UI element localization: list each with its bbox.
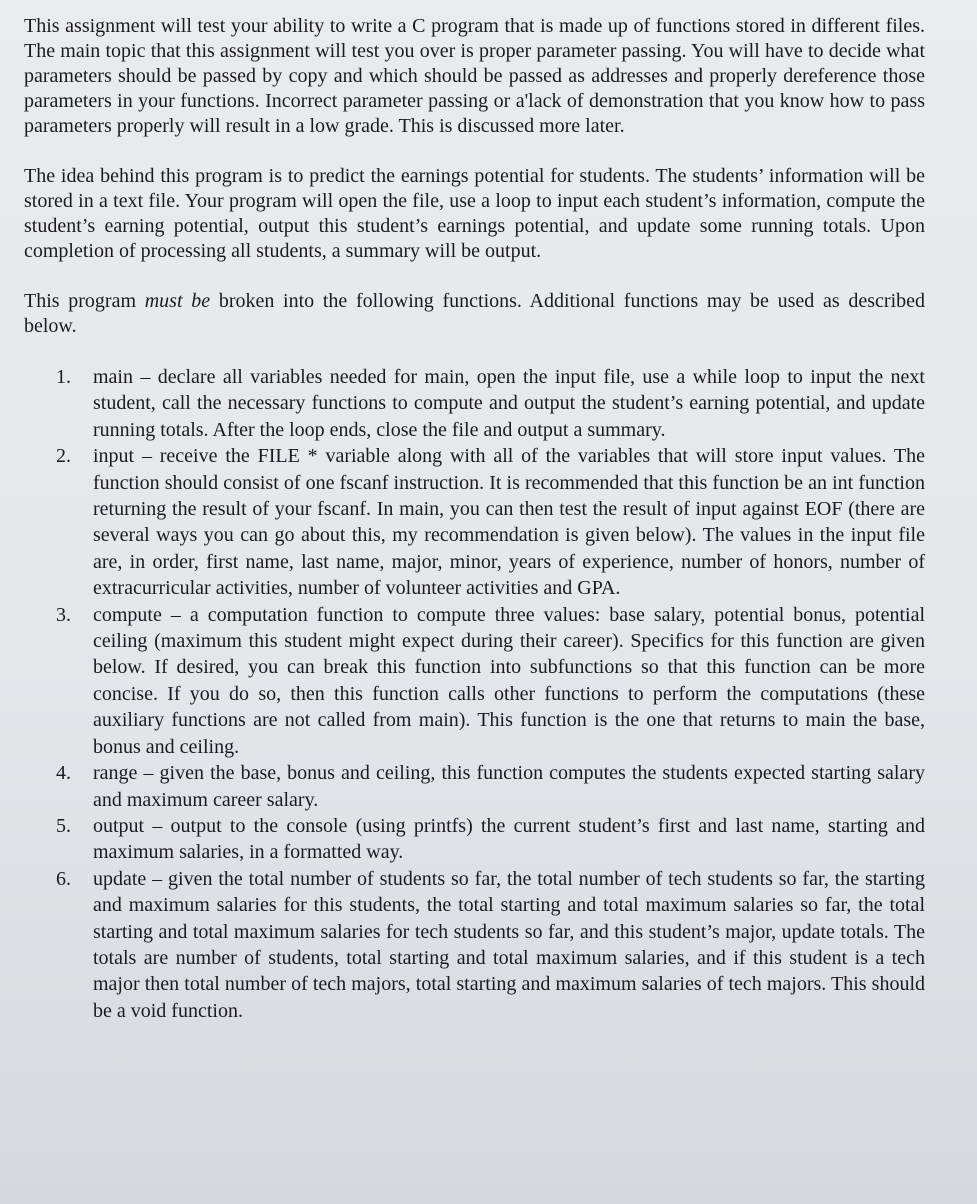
function-description: output – output to the console (using printfs) the current student’s first and last name, starting and maximum salaries, in a formatted way. [93, 814, 925, 864]
function-item-output [56, 813, 925, 866]
paragraph-3-text-end: broken into the following functions. Additional functions may be used as described below. [24, 290, 926, 337]
intro-paragraph-2: The idea behind this program is to predict the earnings potential for students. The students’ information will be stored in a text file. Your program will open the file, use a loop to input each student’s information, compute the student’s earning potential, output this student’s earnings potential, and update some running totals. Upon completion of processing all students, a summary will be output. [24, 165, 925, 262]
function-item-main [56, 364, 925, 443]
intro-paragraph-3 [24, 289, 925, 339]
paragraph-3-emphasis: must be [144, 290, 211, 312]
intro-paragraph-1: This assignment will test your ability to write a C program that is made up of functions stored in different files. The main topic that this assignment will test you over is proper parameter passing. You will have to decide what parameters should be passed by copy and which should be passed as addresses and properly dereference those parameters in your functions. Incorrect parameter passing or a'lack of demonstration that you know how to pass parameters properly will result in a low grade. This is discussed more later. [24, 15, 925, 137]
function-item-input [56, 443, 925, 601]
function-description: compute – a computation function to compute three values: base salary, potential bonus, potential ceiling (maximum this student might expect during their career). Specifics for this function are given below. If desired, you can break this function into subfunctions so that this function can be more concise. If you do so, then this function calls other functions to perform the computations (these auxiliary functions are not called from main). This function is the one that returns to main the base, bonus and ceiling. [93, 603, 925, 758]
function-item-update [56, 866, 925, 1024]
function-item-compute [56, 602, 925, 760]
function-number: 4. [56, 762, 71, 785]
function-description: input – receive the FILE * variable along with all of the variables that will store input values. The function should consist of one fscanf instruction. It is recommended that this function be an int function returning the result of your fscanf. In main, you can then test the result of input against EOF (there are several ways you can go about this, my recommendation is given below). The values in the input file are, in order, first name, last name, major, minor, years of experience, number of honors, number of extracurricular activities, number of volunteer activities and GPA. [93, 445, 925, 600]
paragraph-3-text-start: This program [24, 290, 145, 312]
function-list [24, 364, 925, 1024]
function-number: 2. [56, 445, 71, 468]
function-number: 6. [56, 867, 71, 890]
function-description: main – declare all variables needed for main, open the input file, use a while loop to input the next student, call the necessary functions to compute and output the student’s earning potential, and update running totals. After the loop ends, close the file and output a summary. [93, 366, 925, 441]
function-number: 1. [56, 366, 71, 388]
function-number: 3. [56, 603, 71, 626]
function-description: update – given the total number of students so far, the total number of tech students so far, the starting and maximum salaries for this students, the total starting and total maximum salaries so far, the total starting and total maximum salaries for tech students so far, and this student’s major, update totals. The totals are number of students, total starting and total maximum salaries, and if this student is a tech major then total number of tech majors, total starting and maximum salaries of tech majors. This should be a void function. [93, 867, 925, 1022]
function-item-range [56, 760, 925, 813]
function-number: 5. [56, 814, 71, 837]
function-description: range – given the base, bonus and ceiling, this function computes the students expected starting salary and maximum career salary. [93, 762, 925, 811]
